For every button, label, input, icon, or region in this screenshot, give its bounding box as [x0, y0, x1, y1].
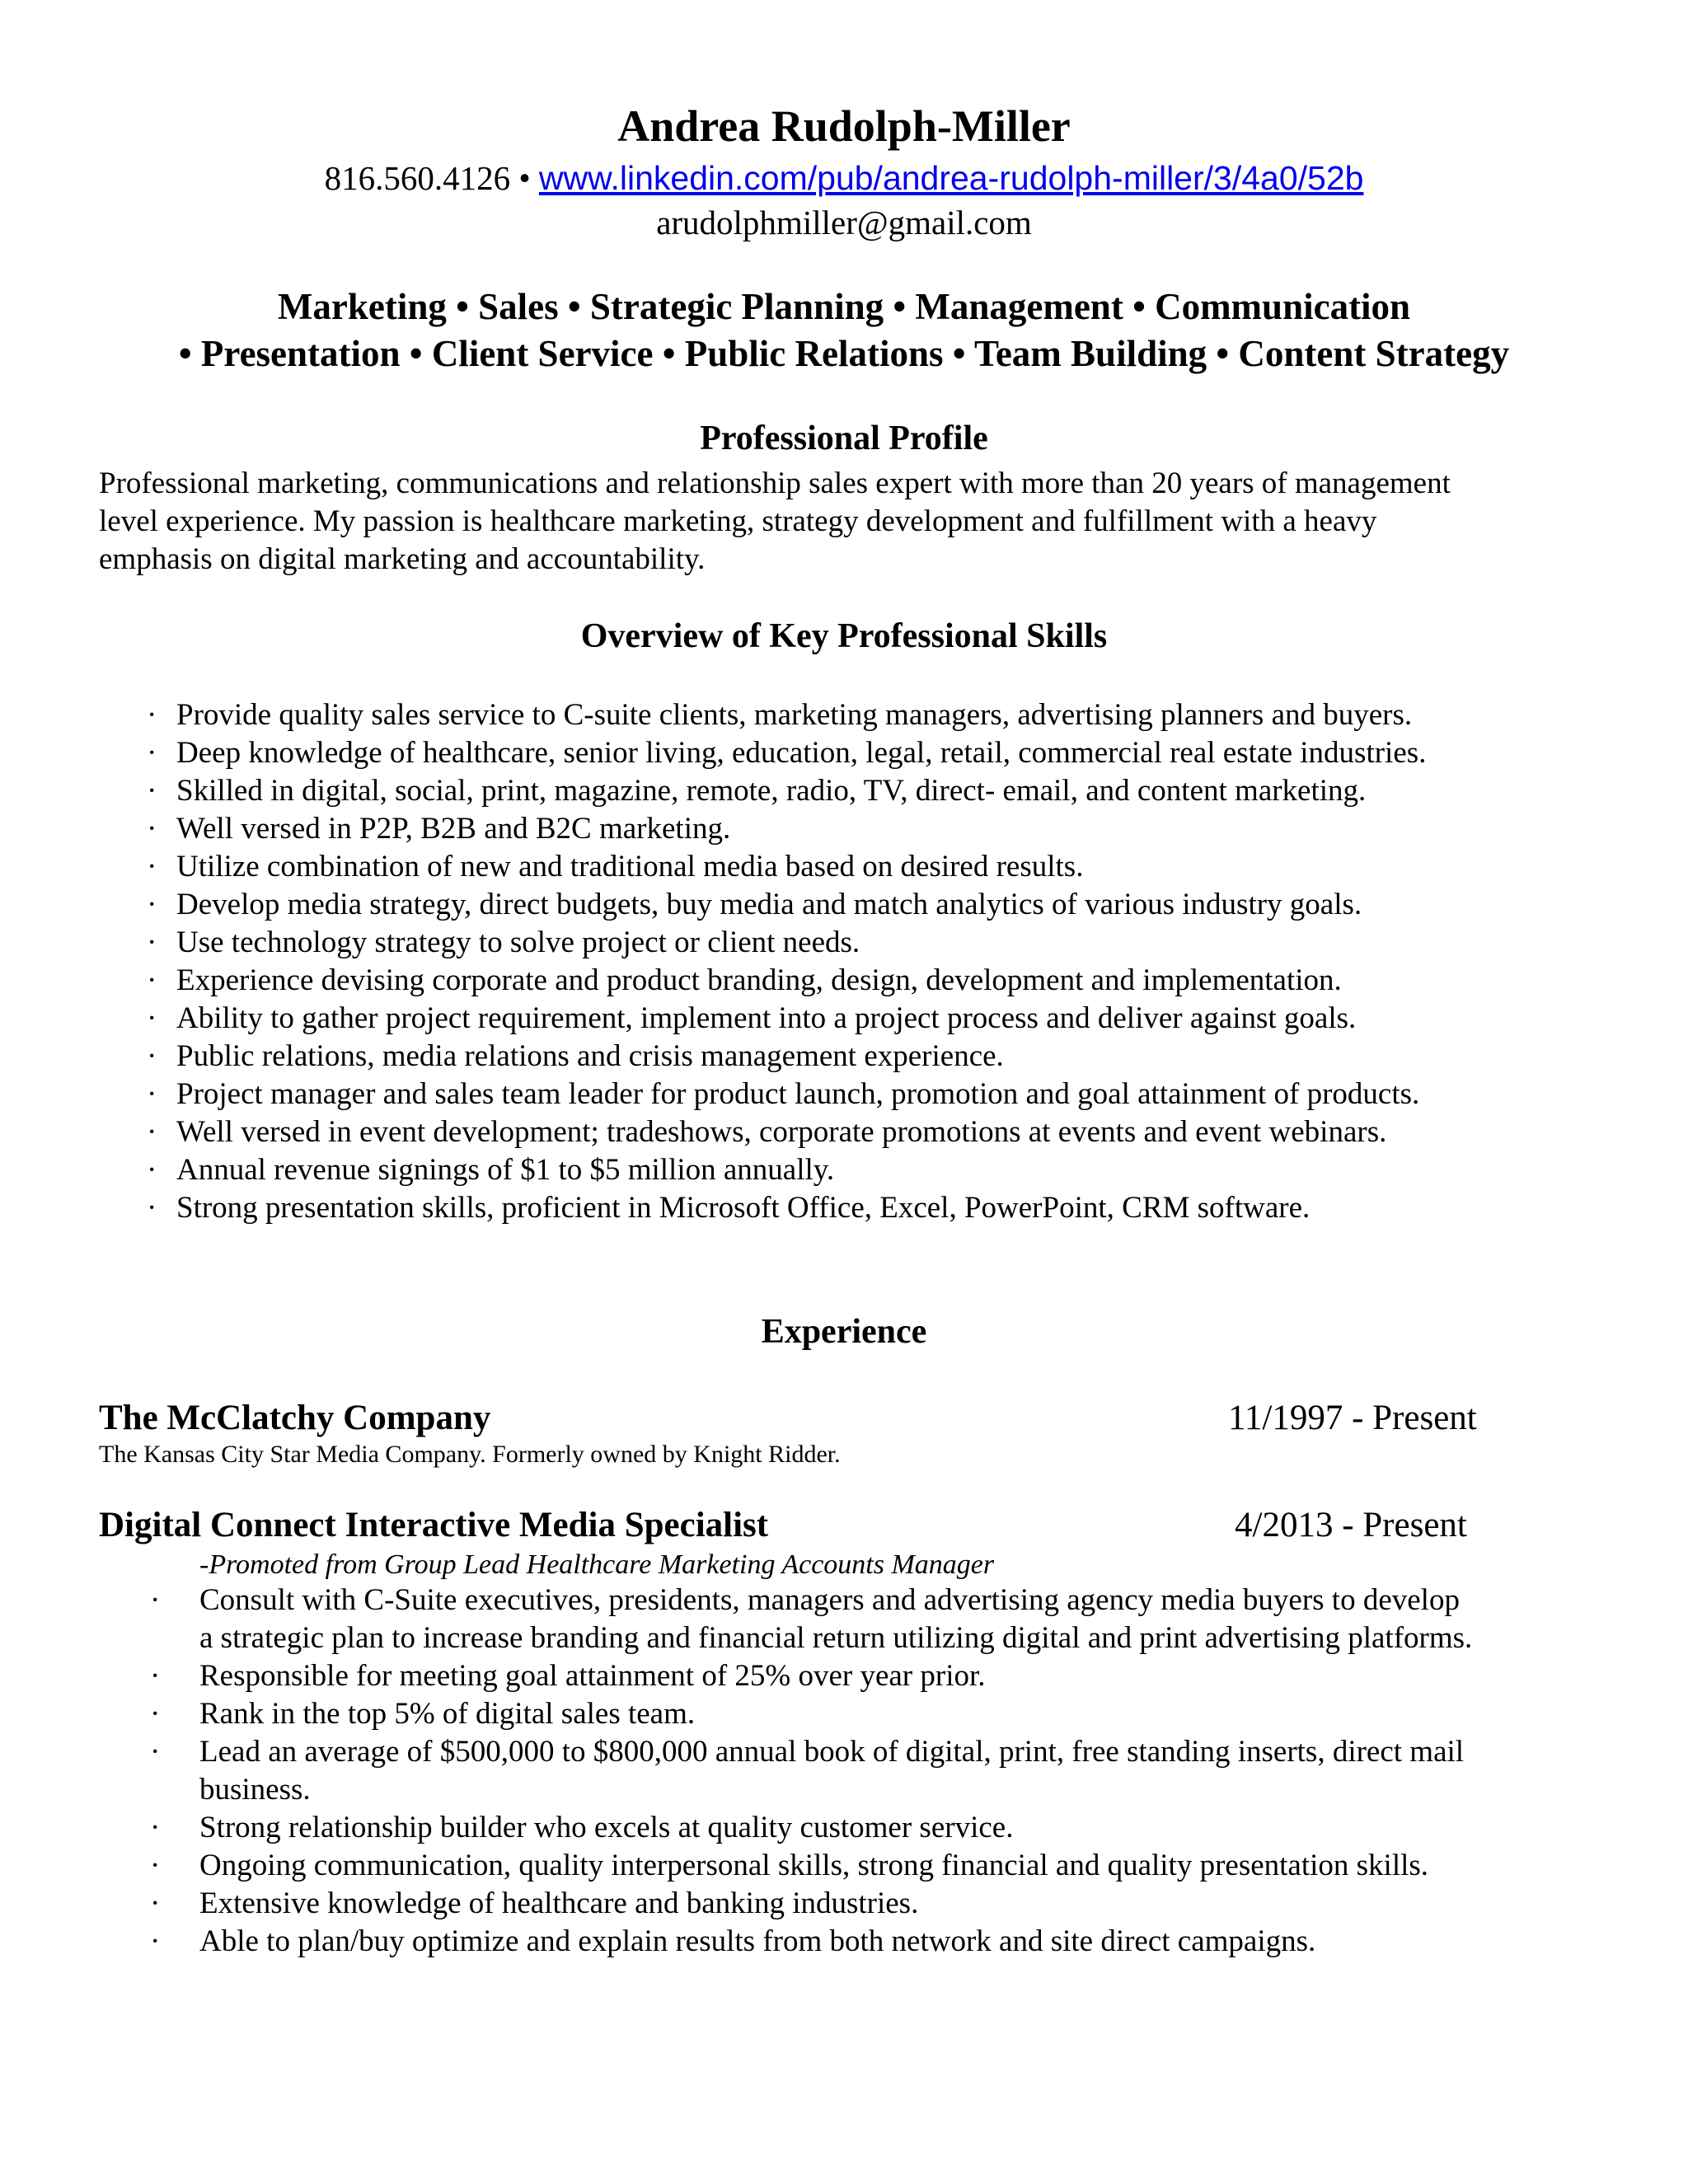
- bullet-icon: ·: [150, 1811, 161, 1844]
- bullet-icon: ·: [147, 1191, 157, 1225]
- bullet-icon: ·: [147, 888, 157, 921]
- email-address: arudolphmiller@gmail.com: [656, 204, 1032, 241]
- bullet-icon: ·: [147, 812, 157, 846]
- bullet-icon: ·: [150, 1697, 161, 1731]
- company-note: The Kansas City Star Media Company. Formerly owned by Knight Ridder.: [99, 1441, 841, 1468]
- resume-page: Andrea Rudolph-Miller 816.560.4126 • www.linkedin.com/pub/andrea-rudolph-miller/3/4a0/52b arudolphmiller@gmail.com Marketing • Sales • Strategic Planning • Management • Communication • Presentation • Client Service • Public Relations • Team Building • Content Strategy Professional Profile Professional marketing, communications and relationship sales expert with more than 20 years of management level experience. My passion is healthcare marketing, strategy development and fulfillment with a heavy emphasis on digital marketing and accountability. Overview of Key Professional Skills · Provide quality sales service to C-suite clients, marketing managers, advertising planners and buyers. · Deep knowledge of healthcare, senior living, education, legal, retail, commercial real estate industries. · Skilled in digital, social, print, magazine, remote, radio, TV, direct- email, and content marketing. · Well versed in P2P, B2B and B2C marketing. · Utilize combination of new and traditional media based on desired results. · Develop media strategy, direct budgets, buy media and match analytics of various industry goals. · Use technology strategy to solve project or client needs. · Experience devising corporate and product branding, design, development and implementation. · Ability to gather project requirement, implement into a project process and deliver against goals. · Public relations, media relations and crisis management experience. · Project manager and sales team leader for product launch, promotion and goal attainment of products. · Well versed in event development; tradeshows, corporate promotions at events and event webinars. · Annual revenue signings of $1 to $5 million annually. · Strong presentation skills, proficient in Microsoft Office, Excel, PowerPoint, CRM software. Experience The McClatchy Company 11/1997 - Present The Kansas City Star Media Company. Formerly owned by Knight Ridder. Digital Connect Interactive Media Specialist 4/2013 - Present -Promoted from Group Lead Healthcare Marketing Accounts Manager · Consult with C-Suite executives, presidents, managers and advertising agency media buyers to develop a strategic plan to increase branding and financial return utilizing digital and print advertising platforms. · Responsible for meeting goal attainment of 25% over year prior. · Rank in the top 5% of digital sales team. · Lead an average of $500,000 to $800,000 annual book of digital, print, free standing inserts, direct mail business. · Strong relationship builder who excels at quality customer service. · Ongoing communication, quality interpersonal skills, strong financial and quality presentation skills. · Extensive knowledge of healthcare and banking industries. · Able to plan/buy optimize and explain results from both network and site direct campaigns.: [0, 0, 1688, 2184]
- bullet-icon: ·: [147, 926, 157, 959]
- phone-number: 816.560.4126 •: [324, 159, 531, 197]
- bullet-icon: ·: [150, 1886, 161, 1920]
- bullet-icon: ·: [147, 1115, 157, 1149]
- bullet-icon: ·: [147, 963, 157, 997]
- company-dates: 11/1997 - Present: [1228, 1399, 1477, 1437]
- bullet-icon: ·: [150, 1924, 161, 1958]
- bullet-icon: ·: [150, 1583, 161, 1617]
- bullet-icon: ·: [147, 698, 157, 732]
- promotion-note: -Promoted from Group Lead Healthcare Marketing Accounts Manager: [199, 1549, 995, 1580]
- role-dates: 4/2013 - Present: [1235, 1506, 1467, 1544]
- company-name: The McClatchy Company: [99, 1399, 491, 1437]
- profile-line: Professional marketing, communications and relationship sales expert with more than 20 years of management: [99, 466, 1451, 500]
- skill-tags-line-1: Marketing • Sales • Strategic Planning • Management • Communication: [277, 286, 1411, 327]
- candidate-name: Andrea Rudolph-Miller: [617, 101, 1071, 151]
- bullet-icon: ·: [150, 1659, 161, 1693]
- bullet-icon: ·: [150, 1849, 161, 1882]
- role-title: Digital Connect Interactive Media Specialist: [99, 1506, 769, 1544]
- bullet-icon: ·: [147, 850, 157, 883]
- contact-line: [0, 158, 1688, 198]
- profile-line: emphasis on digital marketing and accountability.: [99, 542, 706, 576]
- profile-heading: Professional Profile: [700, 419, 988, 457]
- bullet-icon: ·: [147, 736, 157, 770]
- linkedin-link[interactable]: www.linkedin.com/pub/andrea-rudolph-miller/3/4a0/52b: [538, 159, 1364, 197]
- bullet-icon: ·: [147, 1153, 157, 1187]
- experience-heading: Experience: [761, 1313, 927, 1351]
- bullet-icon: ·: [150, 1735, 161, 1769]
- bullet-icon: ·: [147, 1001, 157, 1035]
- profile-paragraph: [99, 465, 1582, 579]
- bullet-icon: ·: [147, 774, 157, 808]
- profile-line: level experience. My passion is healthcare marketing, strategy development and fulfillment with a heavy: [99, 504, 1377, 538]
- bullet-icon: ·: [147, 1077, 157, 1111]
- skill-tags-line-2: • Presentation • Client Service • Public Relations • Team Building • Content Strategy: [178, 333, 1510, 374]
- bullet-icon: ·: [147, 1039, 157, 1073]
- skills-heading: Overview of Key Professional Skills: [580, 617, 1108, 655]
